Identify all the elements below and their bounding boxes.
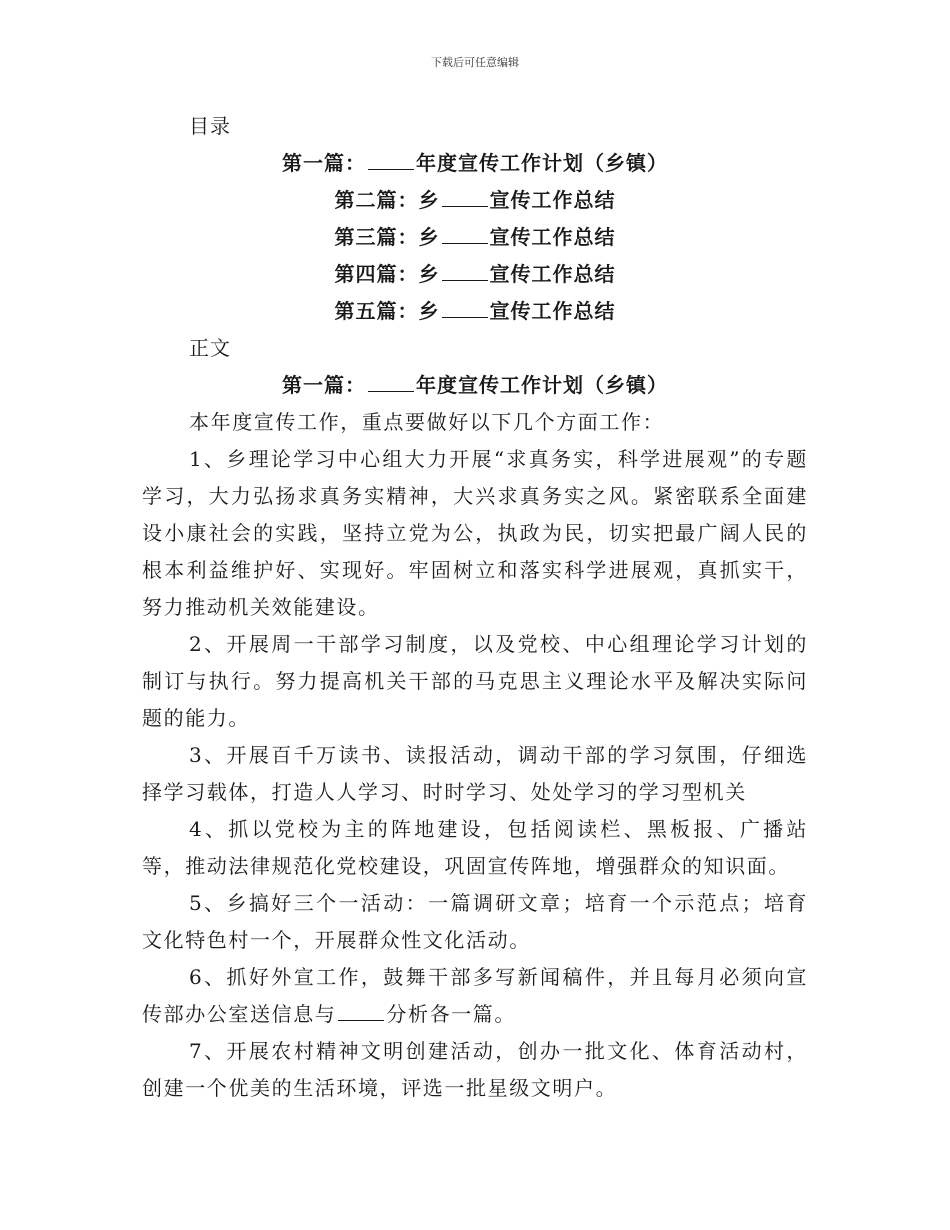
toc-item-text: 第一篇： [282, 151, 366, 175]
paragraph-6 [142, 959, 808, 1033]
fill-blank [442, 221, 488, 244]
header-note: 下载后可任意编辑 [431, 56, 519, 69]
toc-item-text: 宣传工作总结 [489, 299, 616, 323]
body-label: 正文 [189, 336, 231, 360]
fill-blank [338, 998, 384, 1021]
toc-item-text: 宣传工作总结 [489, 225, 616, 249]
body-title-text: 第一篇： [282, 373, 366, 397]
document-page [142, 108, 808, 1107]
paragraph-7: 7、开展农村精神文明创建活动，创办一批文化、体育活动村，创建一个优美的生活环境，评选一批星级文明户。 [142, 1039, 808, 1100]
toc-item-text: 第五篇：乡 [334, 299, 440, 323]
toc-item-3 [142, 219, 808, 256]
paragraph-4: 4、抓以党校为主的阵地建设，包括阅读栏、黑板报、广播站等，推动法律规范化党校建设，巩固宣传阵地，增强群众的知识面。 [142, 817, 808, 878]
paragraph-3: 3、开展百千万读书、读报活动，调动干部的学习氛围，仔细选择学习载体，打造人人学习、时时学习、处处学习的学习型机关 [142, 743, 808, 804]
toc-item-4 [142, 256, 808, 293]
toc-item-1 [142, 145, 808, 182]
toc-item-text: 第四篇：乡 [334, 262, 440, 286]
paragraph-1: 1、乡理论学习中心组大力开展“求真务实，科学进展观”的专题学习，大力弘扬求真务实精神，大兴求真务实之风。紧密联系全面建设小康社会的实践，坚持立党为公，执政为民，切实把最广阔人民的根本利益维护好、实现好。牢固树立和落实科学进展观，真抓实干，努力推动机关效能建设。 [142, 447, 808, 619]
toc-item-5 [142, 293, 808, 330]
fill-blank [442, 184, 488, 207]
toc-item-text: 第二篇：乡 [334, 188, 440, 212]
toc-item-text: 宣传工作总结 [489, 188, 616, 212]
fill-blank [442, 295, 488, 318]
toc-item-text: 年度宣传工作计划（乡镇） [416, 151, 668, 175]
fill-blank [368, 369, 414, 392]
fill-blank [368, 147, 414, 170]
body-title-text: 年度宣传工作计划（乡镇） [416, 373, 668, 397]
paragraph-6-text: 6、抓好外宣工作，鼓舞干部多写新闻稿件，并且每月必须向宣传部办公室送信息与 [142, 965, 808, 1026]
body-title [142, 367, 808, 404]
intro-paragraph: 本年度宣传工作，重点要做好以下几个方面工作： [189, 410, 665, 434]
fill-blank [442, 258, 488, 281]
paragraph-5: 5、乡搞好三个一活动：一篇调研文章；培育一个示范点；培育文化特色村一个，开展群众性文化活动。 [142, 891, 808, 952]
paragraph-2: 2、开展周一干部学习制度，以及党校、中心组理论学习计划的制订与执行。努力提高机关干部的马克思主义理论水平及解决实际问题的能力。 [142, 632, 808, 730]
toc-item-text: 宣传工作总结 [489, 262, 616, 286]
toc-item-2 [142, 182, 808, 219]
toc-label: 目录 [189, 114, 231, 138]
toc-item-text: 第三篇：乡 [334, 225, 440, 249]
paragraph-6-text: 分析各一篇。 [386, 1002, 517, 1026]
